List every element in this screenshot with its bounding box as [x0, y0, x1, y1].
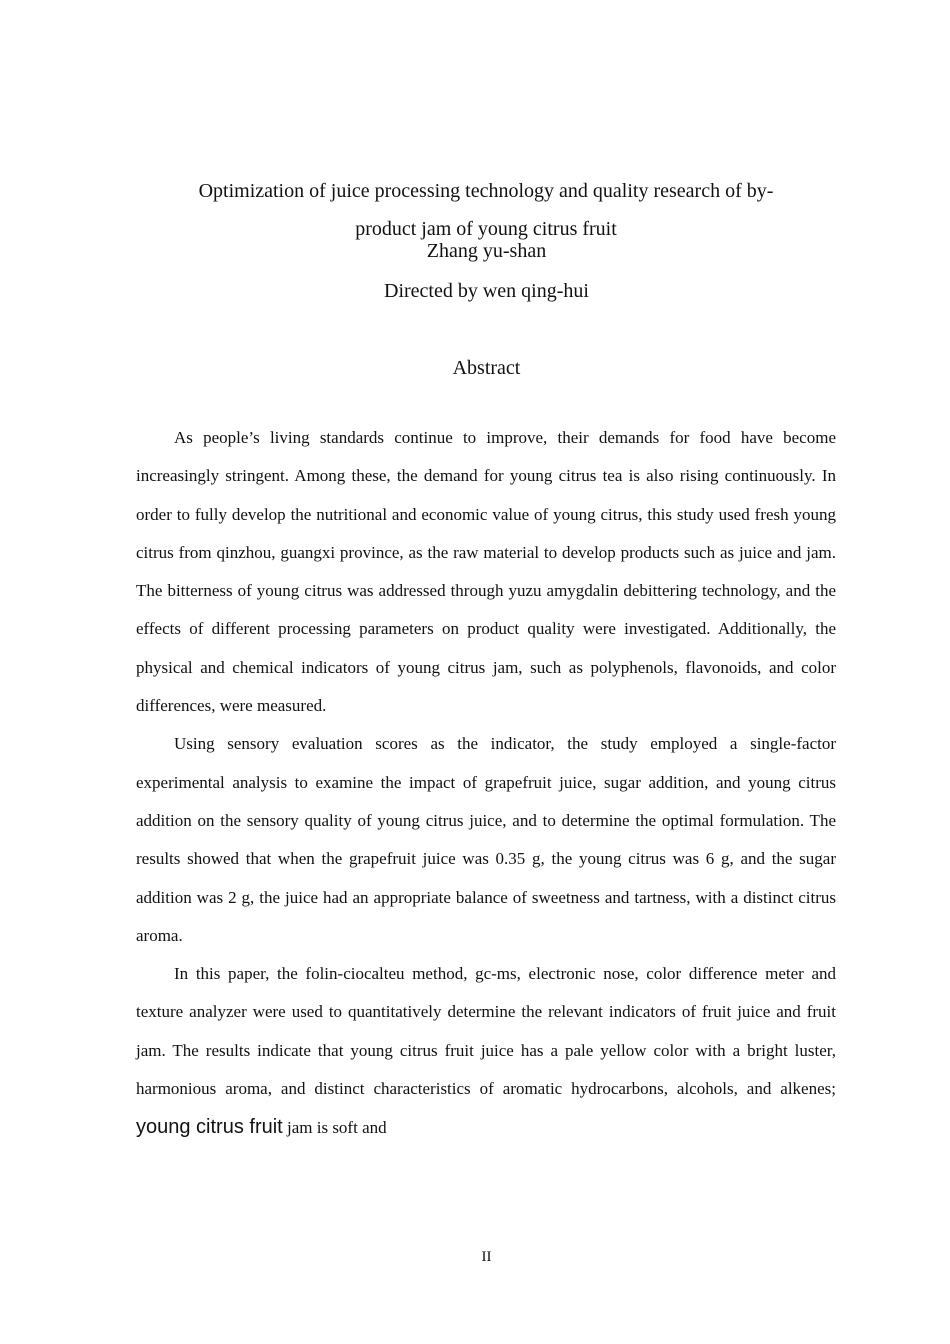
abstract-body — [136, 419, 836, 1148]
author-name: Zhang yu-shan — [426, 240, 547, 262]
paper-title: Optimization of juice processing technology and quality research of by-product jam of young citrus fruit — [198, 180, 774, 240]
supervisor-line: Directed by wen qing-hui — [384, 280, 589, 302]
abstract-paragraph-3-end: jam is soft and — [282, 1118, 387, 1138]
abstract-paragraph-2: Using sensory evaluation scores as the indicator, the study employed a single-factor experimental analysis to examine the impact of grapefruit juice, sugar addition, and young citrus addition on the sensory quality of young citrus juice, and to determine the optimal formulation. The results showed that when the grapefruit juice was 0.35 g, the young citrus was 6 g, and the sugar addition was 2 g, the juice had an appropriate balance of sweetness and tartness, with a distinct citrus aroma. — [136, 734, 836, 945]
abstract-paragraph-3-start: In this paper, the folin-ciocalteu method, gc-ms, electronic nose, color difference meter and texture analyzer were used to quantitatively determine the relevant indicators of fruit juice and fruit jam. The results indicate that young citrus fruit juice has a pale yellow color with a bright luster, harmonious aroma, and distinct characteristics of aromatic hydrocarbons, alcohols, and alkenes; — [136, 964, 836, 1099]
abstract-paragraph-3 — [136, 955, 836, 1147]
abstract-paragraph-3-emphasis: young citrus fruit — [136, 1116, 283, 1139]
abstract-heading: Abstract — [452, 357, 521, 379]
page-number: II — [481, 1249, 492, 1265]
abstract-paragraph-1: As people’s living standards continue to improve, their demands for food have become increasingly stringent. Among these, the demand for young citrus tea is also rising continuously. In order to fully develop the nutritional and economic value of young citrus, this study used fresh young citrus from qinzhou, guangxi province, as the raw material to develop products such as juice and jam. The bitterness of young citrus was addressed through yuzu amygdalin debittering technology, and the effects of different processing parameters on product quality were investigated. Additionally, the physical and chemical indicators of young citrus jam, such as polyphenols, flavonoids, and color differences, were measured. — [136, 428, 836, 716]
